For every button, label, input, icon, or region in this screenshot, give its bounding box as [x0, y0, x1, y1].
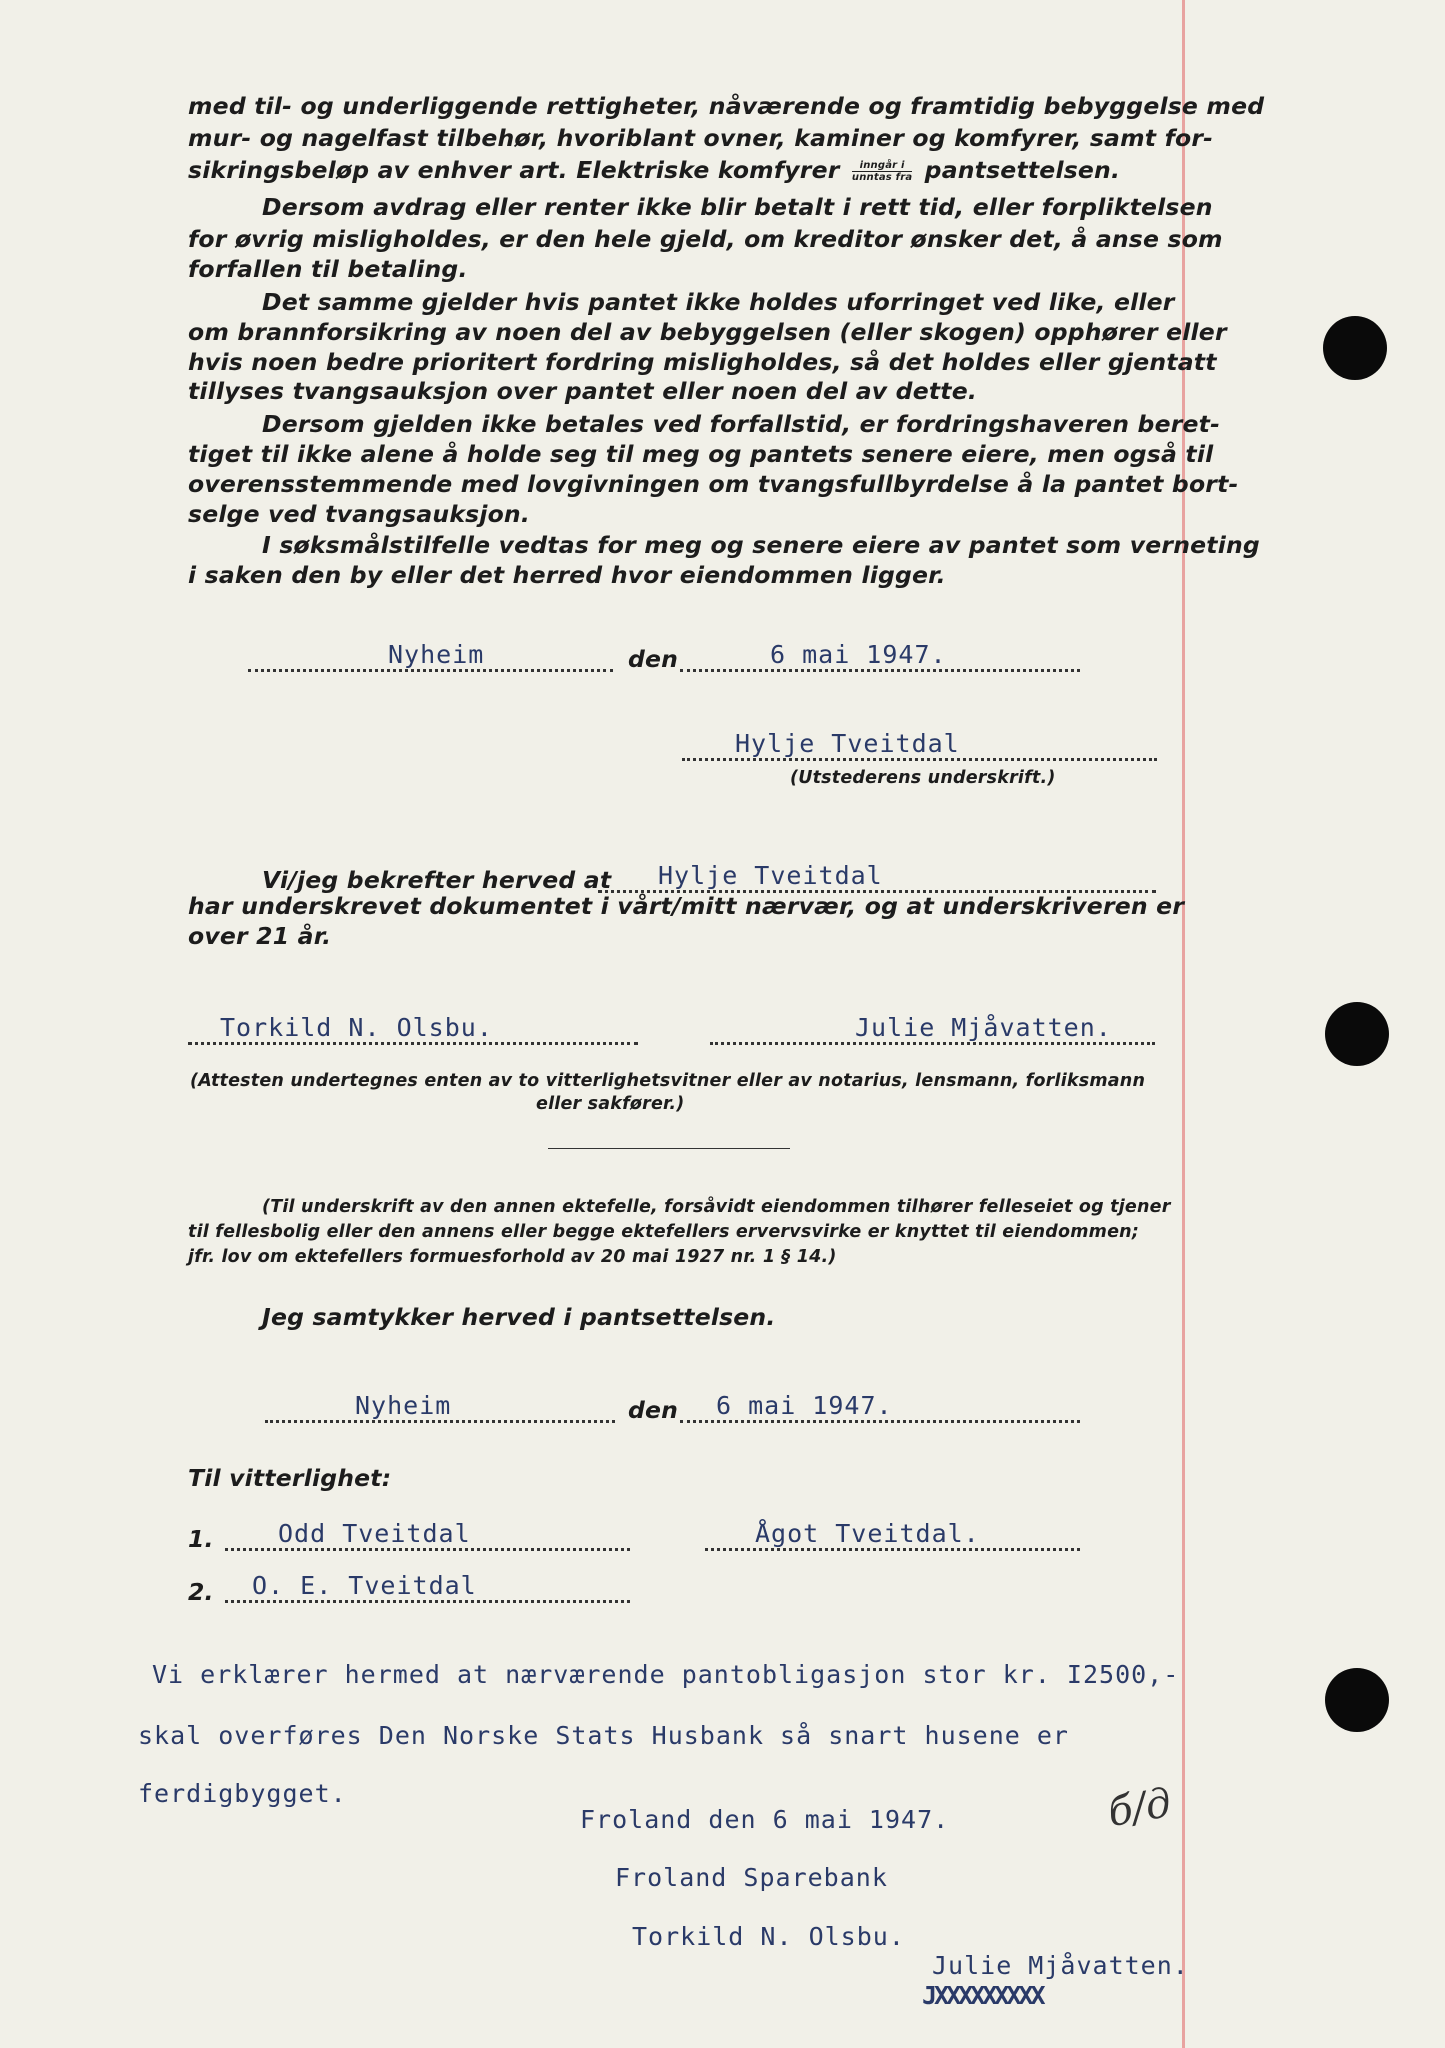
issuer-name: Hylje Tveitdal [735, 729, 960, 758]
vitterlighet-num1: 1. [188, 1525, 214, 1553]
date1-value: 6 mai 1947. [770, 640, 947, 669]
place2-name: Nyheim [355, 1391, 452, 1420]
typed-signatory-1: Torkild N. Olsbu. [632, 1922, 905, 1951]
fraction-top: inngår i [852, 160, 912, 172]
punch-hole-middle [1325, 1002, 1389, 1066]
para1-line3 [188, 156, 1120, 184]
para4-line2: tiget til ikke alene å holde seg til meg og pantets senere eiere, men også til [188, 440, 1214, 468]
para2-line1: Dersom avdrag eller renter ikke blir betalt i rett tid, eller forpliktelsen [262, 193, 1213, 221]
spouse-note-line1: (Til underskrift av den annen ektefelle, forsåvidt eiendommen tilhører felleseiet og tjener [262, 1197, 1171, 1217]
confirmation-prefix: Vi/jeg bekrefter herved at [262, 866, 612, 894]
confirmation-line3: over 21 år. [188, 922, 332, 950]
fraction-bottom: unntas fra [851, 172, 913, 183]
typed-note-line2: skal overføres Den Norske Stats Husbank så snart husene er [138, 1721, 1069, 1750]
attest-note-line2: eller sakfører.) [536, 1094, 685, 1114]
vitterlighet-w1-right-name: Ågot Tveitdal. [755, 1519, 980, 1548]
spouse-note-line2: til fellesbolig eller den annens eller begge ektefellers ervervsvirke er knyttet til eiendommen; [188, 1222, 1140, 1242]
place1-dots [248, 669, 613, 672]
para3-line4: tillyses tvangsauksjon over pantet eller noen del av dette. [188, 377, 977, 405]
consent-text: Jeg samtykker herved i pantsettelsen. [262, 1303, 776, 1331]
witness1-right-name: Julie Mjåvatten. [855, 1013, 1112, 1042]
vitterlighet-w1-right-dots [705, 1548, 1080, 1551]
typed-signatory-2: Julie Mjåvatten. [932, 1951, 1189, 1980]
para3-line1: Det samme gjelder hvis pantet ikke holdes uforringet ved like, eller [262, 288, 1175, 316]
date2-value: 6 mai 1947. [716, 1391, 893, 1420]
typed-bank-name: Froland Sparebank [615, 1863, 888, 1892]
vitterlighet-title: Til vitterlighet: [188, 1464, 392, 1492]
para1-line3-after: pantsettelsen. [924, 156, 1121, 184]
para4-line3: overensstemmende med lovgivningen om tvangsfullbyrdelse å la pantet bort- [188, 470, 1239, 498]
date2-dots [680, 1420, 1080, 1423]
attest-note-line1: (Attesten undertegnes enten av to vitterlighetsvitner eller av notarius, lensmann, forliksmann [190, 1071, 1146, 1091]
spouse-note-line3: jfr. lov om ektefellers formuesforhold av 20 mai 1927 nr. 1 § 14.) [188, 1247, 837, 1267]
vitterlighet-num2: 2. [188, 1578, 214, 1606]
margin-rule [1182, 0, 1185, 2048]
para1-line3-before: sikringsbeløp av enhver art. Elektriske komfyrer [188, 156, 840, 184]
punch-hole-top [1323, 316, 1387, 380]
place1-name: Nyheim [388, 640, 485, 669]
confirmation-line2: har underskrevet dokumentet i vårt/mitt nærvær, og at underskriveren er [188, 892, 1185, 920]
vitterlighet-w2-dots [225, 1600, 630, 1603]
para4-line1: Dersom gjelden ikke betales ved forfallstid, er fordringshaveren beret- [262, 410, 1221, 438]
witness1-left-dots [188, 1042, 638, 1045]
section-divider [548, 1148, 790, 1149]
para4-line4: selge ved tvangsauksjon. [188, 500, 530, 528]
witness1-left-name: Torkild N. Olsbu. [220, 1013, 493, 1042]
place1-den: den [628, 645, 679, 673]
punch-hole-bottom [1325, 1668, 1389, 1732]
komfyrer-fraction [852, 160, 912, 183]
typed-note-line3: ferdigbygget. [138, 1779, 347, 1808]
issuer-dots [682, 758, 1157, 761]
para1-line1: med til- og underliggende rettigheter, nåværende og framtidig bebyggelse med [188, 92, 1265, 120]
typed-strikeout: JXXXXXXXXX [922, 1981, 1043, 2010]
witness1-right-dots [710, 1042, 1155, 1045]
confirmation-name: Hylje Tveitdal [658, 861, 883, 890]
issuer-caption: (Utstederens underskrift.) [790, 768, 1056, 788]
para5-line2: i saken den by eller det herred hvor eiendommen ligger. [188, 561, 946, 589]
para5-line1: I søksmålstilfelle vedtas for meg og senere eiere av pantet som verneting [262, 531, 1260, 559]
para3-line2: om brannforsikring av noen del av bebyggelsen (eller skogen) opphører eller [188, 318, 1227, 346]
date1-dots [680, 669, 1080, 672]
typed-place-date: Froland den 6 mai 1947. [580, 1805, 950, 1834]
para3-line3: hvis noen bedre prioritert fordring misligholdes, så det holdes eller gjentatt [188, 348, 1217, 376]
para2-line3: forfallen til betaling. [188, 255, 468, 283]
place2-dots [265, 1420, 615, 1423]
vitterlighet-w1-left-name: Odd Tveitdal [278, 1519, 471, 1548]
para1-line2: mur- og nagelfast tilbehør, hvoriblant ovner, kaminer og komfyrer, samt for- [188, 124, 1214, 152]
para2-line2: for øvrig misligholdes, er den hele gjeld, om kreditor ønsker det, å anse som [188, 225, 1223, 253]
handwritten-initials: б/д [1104, 1779, 1175, 1837]
vitterlighet-w2-name: O. E. Tveitdal [252, 1571, 477, 1600]
vitterlighet-w1-left-dots [225, 1548, 630, 1551]
place2-den: den [628, 1396, 679, 1424]
typed-note-line1: Vi erklærer hermed at nærværende pantobligasjon stor kr. I2500,- [152, 1660, 1180, 1689]
